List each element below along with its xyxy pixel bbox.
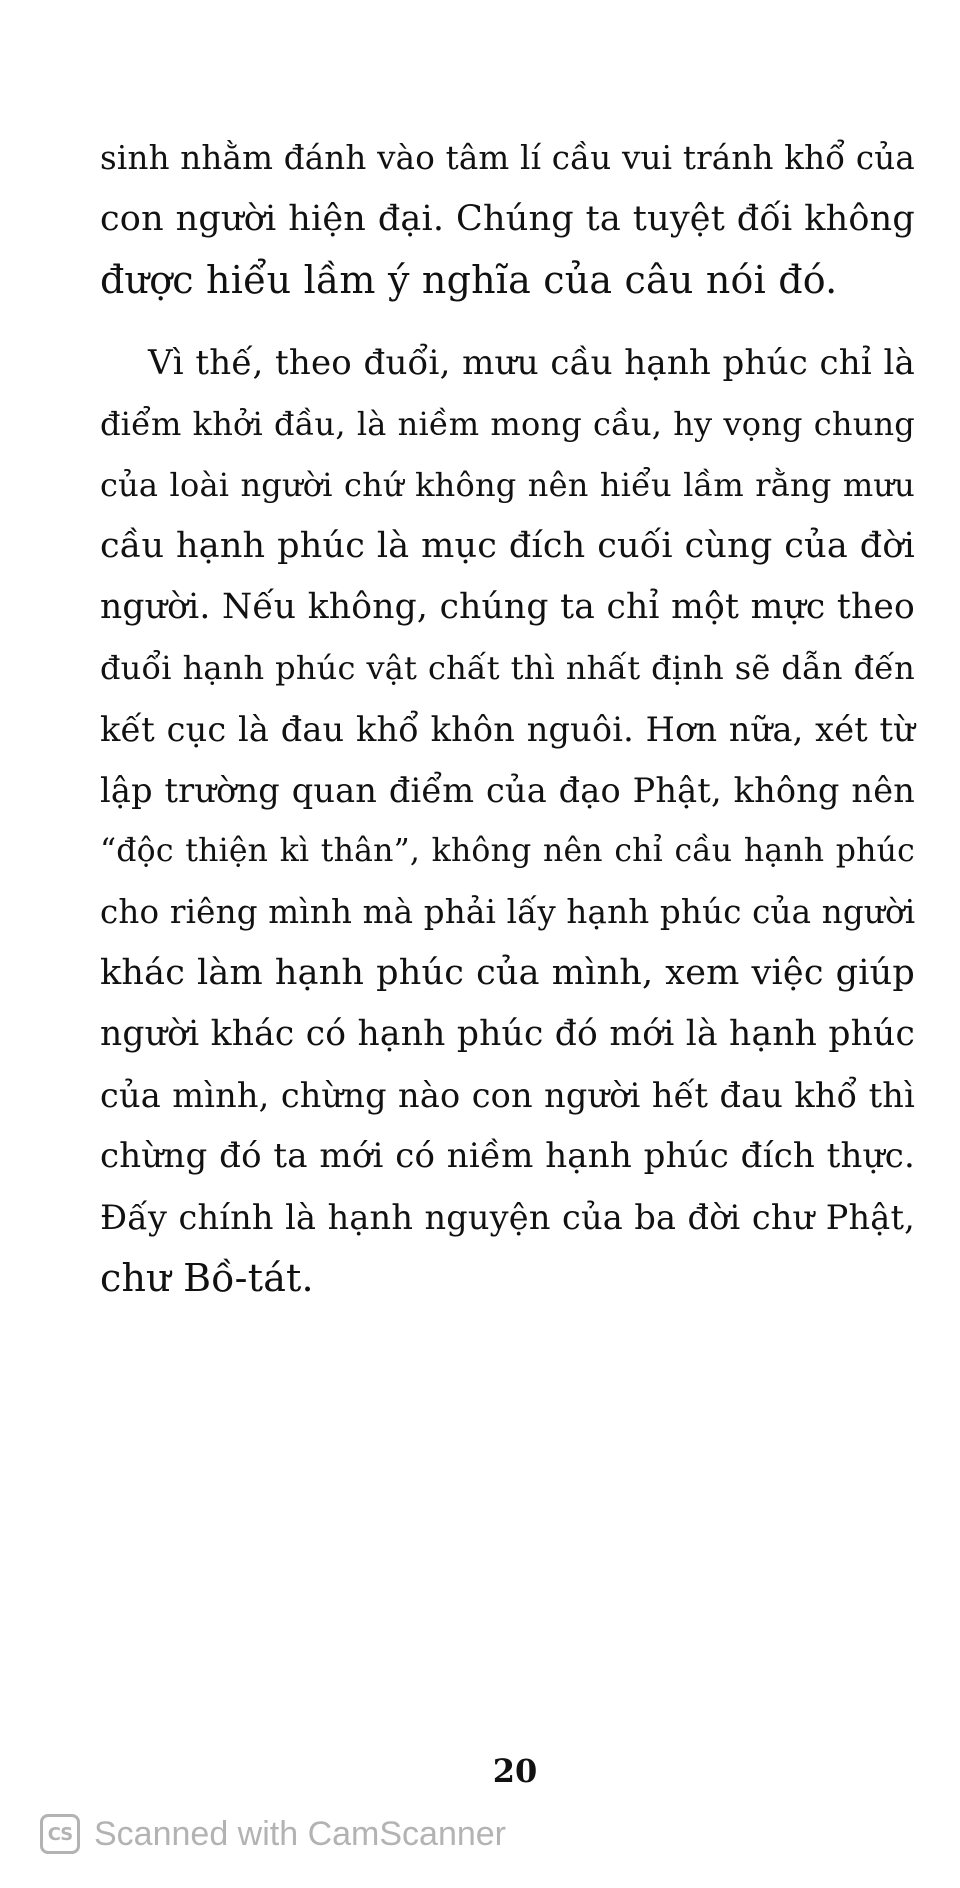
text-line: của loài người chứ không nên hiểu lầm rằng mưu: [100, 466, 915, 504]
text-line: cầu hạnh phúc là mục đích cuối cùng của đời: [100, 526, 915, 566]
camscanner-watermark: [40, 1812, 506, 1856]
text-line: người. Nếu không, chúng ta chỉ một mực theo: [100, 587, 915, 627]
text-line: người khác có hạnh phúc đó mới là hạnh phúc: [100, 1014, 915, 1054]
paragraph-1: [100, 128, 915, 311]
text-line: sinh nhằm đánh vào tâm lí cầu vui tránh khổ của: [100, 139, 915, 177]
text-line: đuổi hạnh phúc vật chất thì nhất định sẽ dẫn đến: [100, 649, 915, 687]
text-line: chừng đó ta mới có niềm hạnh phúc đích thực.: [100, 1136, 915, 1176]
text-line: được hiểu lầm ý nghĩa của câu nói đó.: [100, 258, 838, 302]
text-line: lập trường quan điểm của đạo Phật, không nên: [100, 771, 915, 810]
text-line: Đấy chính là hạnh nguyện của ba đời chư Phật,: [100, 1198, 915, 1237]
text-line: điểm khởi đầu, là niềm mong cầu, hy vọng chung: [100, 405, 915, 443]
text-line: “độc thiện kì thân”, không nên chỉ cầu hạnh phúc: [100, 833, 915, 869]
camscanner-logo-icon: CS: [40, 1814, 80, 1854]
text-line: cho riêng mình mà phải lấy hạnh phúc của người: [100, 893, 916, 931]
paragraph-2: [100, 333, 915, 1309]
watermark-text: Scanned with CamScanner: [94, 1814, 507, 1853]
text-line: khác làm hạnh phúc của mình, xem việc giúp: [100, 953, 915, 993]
text-line: của mình, chừng nào con người hết đau khổ thì: [100, 1076, 915, 1115]
page-number: 20: [492, 1752, 538, 1790]
text-line: con người hiện đại. Chúng ta tuyệt đối không: [100, 199, 915, 239]
text-line: kết cục là đau khổ khôn nguôi. Hơn nữa, xét từ: [100, 710, 915, 749]
text-line: Vì thế, theo đuổi, mưu cầu hạnh phúc chỉ là: [148, 343, 915, 383]
text-line: chư Bồ-tát.: [100, 1256, 314, 1300]
